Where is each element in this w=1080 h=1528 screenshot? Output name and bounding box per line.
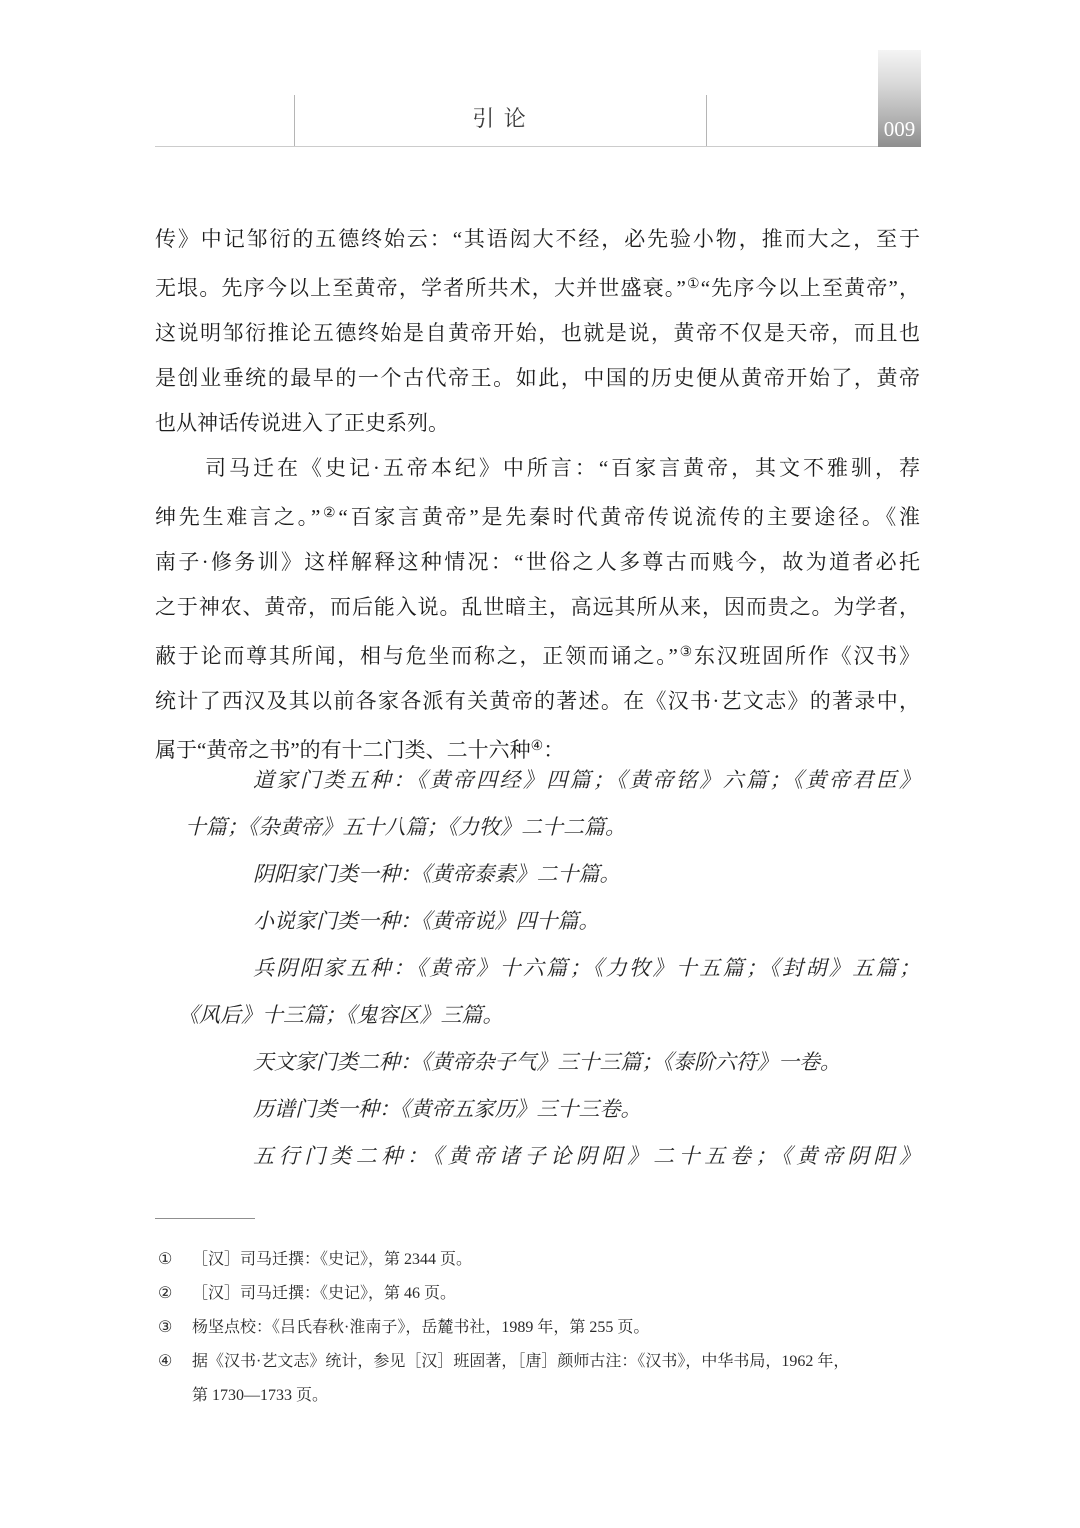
body-line: 也从神话传说进入了正史系列。 — [155, 411, 449, 435]
header-tick-right — [706, 95, 707, 147]
footnote-ref-1: ① — [685, 277, 701, 292]
footnote-ref-4: ④ — [530, 739, 544, 754]
body-line: 是创业垂统的最早的一个古代帝王。如此，中国的历史便从黄帝开始了，黄帝 — [155, 366, 920, 390]
footnote-2 — [158, 1277, 928, 1311]
quote-line: 历谱门类一种：《黄帝五家历》三十三卷。 — [253, 1097, 642, 1121]
footnote-4 — [158, 1345, 928, 1379]
quote-line: 兵阴阳家五种：《黄帝》十六篇；《力牧》十五篇；《封胡》五篇； — [253, 956, 920, 980]
header-rule — [155, 146, 878, 147]
page-header-title: 引 论 — [472, 106, 528, 131]
footnote-3 — [158, 1311, 928, 1345]
body-line: 统计了西汉及其以前各家各派有关黄帝的著述。在《汉书·艺文志》的著录中， — [155, 689, 920, 713]
main-text — [155, 217, 920, 773]
footnotes — [158, 1243, 928, 1413]
quote-line: 十篇；《杂黄帝》五十八篇；《力牧》二十二篇。 — [185, 815, 626, 839]
footnote-marker: ④ — [158, 1353, 173, 1370]
body-line: 绅先生难言之。”②“百家言黄帝”是先秦时代黄帝传说流传的主要途径。《淮 — [155, 505, 920, 529]
quote-line: 天文家门类二种：《黄帝杂子气》三十三篇；《泰阶六符》一卷。 — [253, 1050, 841, 1074]
body-line: 属于“黄帝之书”的有十二门类、二十六种④： — [155, 738, 565, 762]
footnote-separator — [155, 1218, 255, 1219]
footnote-1 — [158, 1243, 928, 1277]
footnote-text: 据《汉书·艺文志》统计，参见［汉］班固著，［唐］颜师古注：《汉书》，中华书局，1962 年， — [192, 1353, 850, 1370]
quote-block — [155, 757, 920, 1180]
body-line: 南子·修务训》这样解释这种情况：“世俗之人多尊古而贱今，故为道者必托 — [155, 550, 920, 574]
body-line: 之于神农、黄帝，而后能入说。乱世暗主，高远其所从来，因而贵之。为学者， — [155, 595, 920, 619]
quote-line: 《风后》十三篇；《鬼容区》三篇。 — [178, 1003, 504, 1027]
page-number-block — [878, 50, 921, 147]
body-line: 这说明邹衍推论五德终始是自黄帝开始，也就是说，黄帝不仅是天帝，而且也 — [155, 321, 920, 345]
body-line: 蔽于论而尊其所闻，相与危坐而称之，正领而诵之。”③东汉班固所作《汉书》 — [155, 644, 920, 668]
footnote-text: ［汉］司马迁撰：《史记》，第 46 页。 — [192, 1285, 457, 1302]
footnote-marker: ① — [158, 1251, 173, 1268]
footnote-text: 杨坚点校：《吕氏春秋·淮南子》，岳麓书社，1989 年，第 255 页。 — [192, 1319, 650, 1336]
page-number: 009 — [883, 117, 916, 141]
header-tick-left — [294, 95, 295, 147]
quote-line: 五行门类二种：《黄帝诸子论阴阳》二十五卷；《黄帝阴阳》 — [253, 1144, 920, 1168]
footnote-ref-2: ② — [320, 506, 339, 521]
quote-line: 小说家门类一种：《黄帝说》四十篇。 — [253, 909, 600, 933]
footnote-marker: ② — [158, 1285, 173, 1302]
quote-line: 道家门类五种：《黄帝四经》四篇；《黄帝铭》六篇；《黄帝君臣》 — [253, 768, 920, 792]
body-line: 司马迁在《史记·五帝本纪》中所言：“百家言黄帝，其文不雅驯，荐 — [205, 456, 920, 480]
footnote-text: ［汉］司马迁撰：《史记》，第 2344 页。 — [192, 1251, 473, 1268]
footnote-marker: ③ — [158, 1319, 173, 1336]
body-line: 无垠。先序今以上至黄帝，学者所共术，大并世盛衰。”①“先序今以上至黄帝”， — [155, 276, 920, 300]
footnote-ref-3: ③ — [677, 645, 694, 660]
footnote-4-continuation: 第 1730—1733 页。 — [192, 1387, 329, 1404]
quote-line: 阴阳家门类一种：《黄帝泰素》二十篇。 — [253, 862, 621, 886]
body-line: 传》中记邹衍的五德终始云：“其语闳大不经，必先验小物，推而大之，至于 — [155, 227, 920, 251]
